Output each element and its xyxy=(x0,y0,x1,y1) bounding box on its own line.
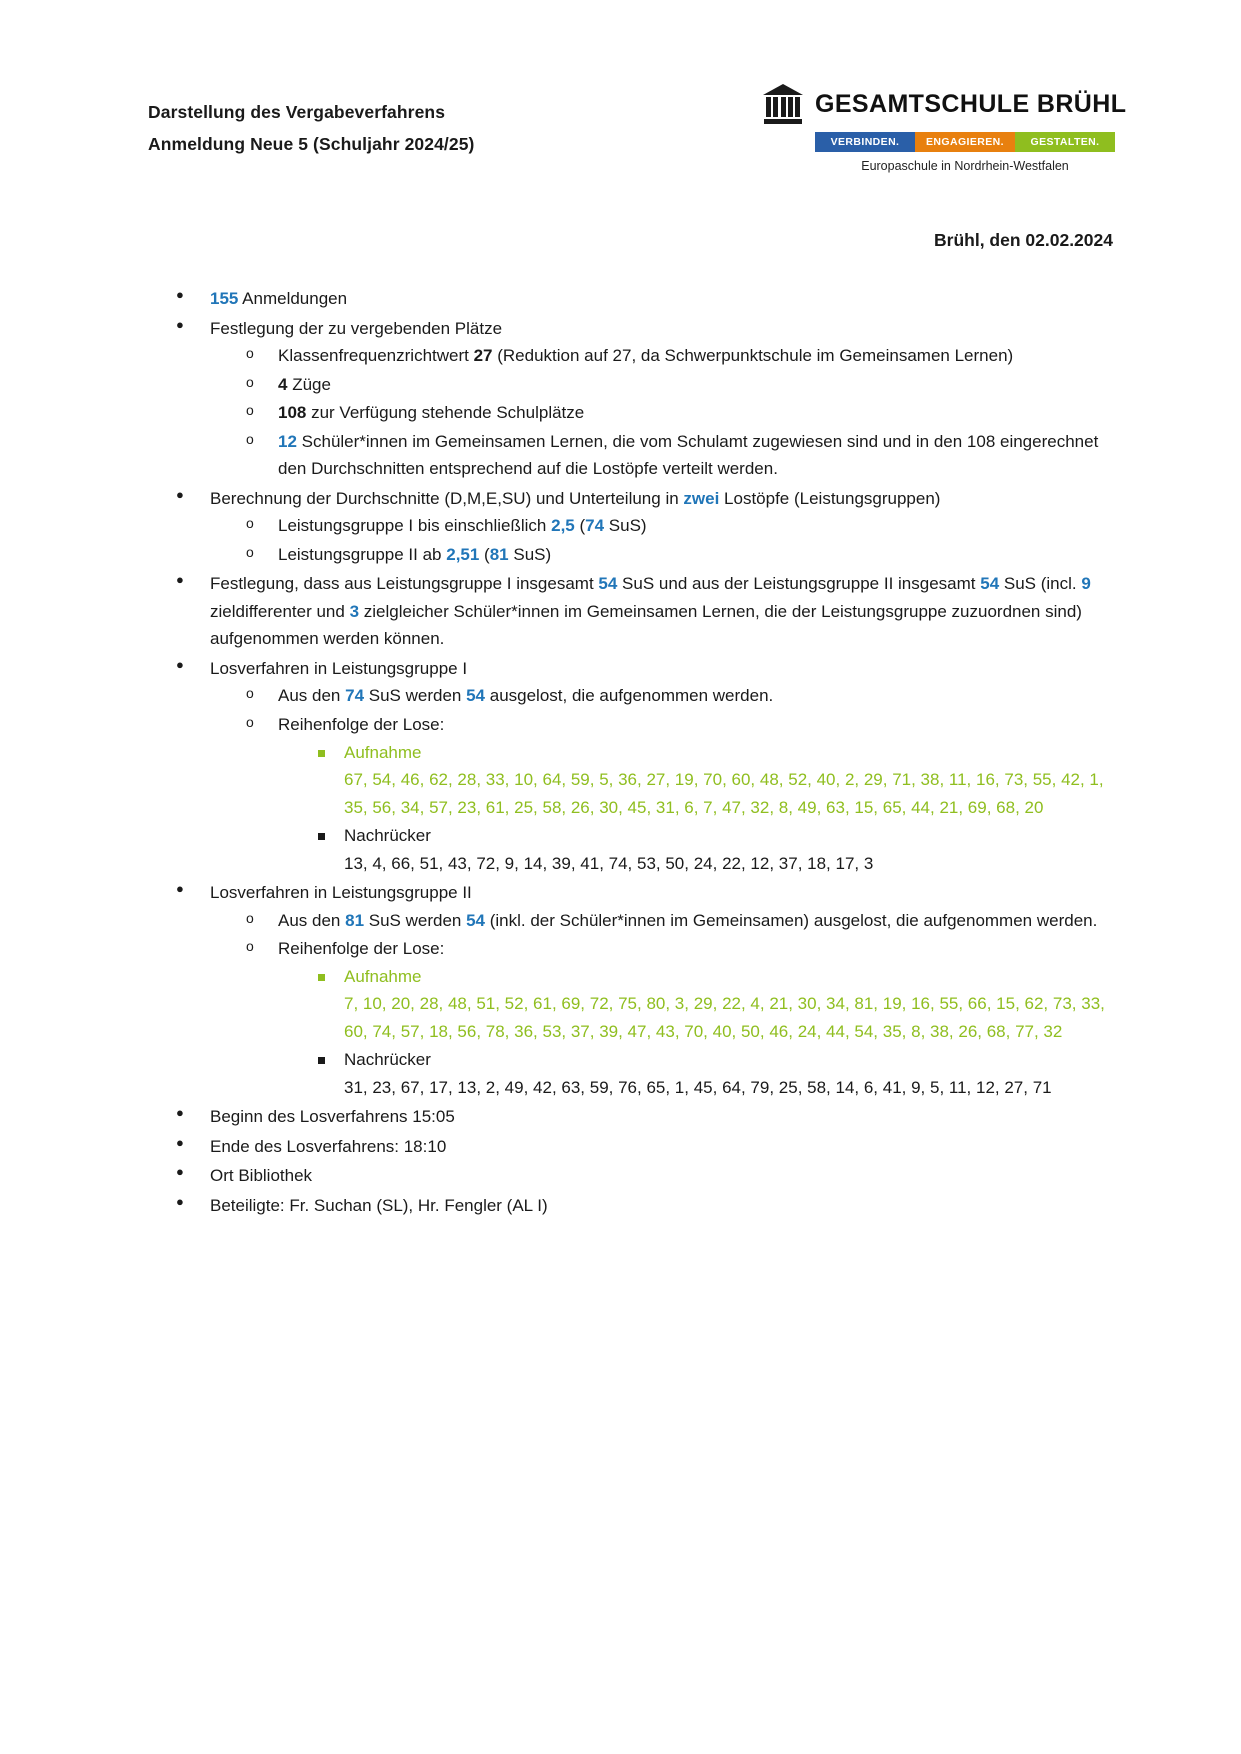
lg2-nachruecker-numbers: 31, 23, 67, 17, 13, 2, 49, 42, 63, 59, 76, 65, 1, 45, 64, 79, 25, 58, 14, 6, 41, 9, 5, 11, 12, 27, 71 xyxy=(344,1077,1052,1097)
lg1-reihenfolge-label: Reihenfolge der Lose: xyxy=(278,714,445,734)
logo-bar-verbinden: VERBINDEN. xyxy=(815,132,915,152)
list-item-lg1-auslosung xyxy=(210,682,1131,710)
losverfahren-lg2-label: Losverfahren in Leistungsgruppe II xyxy=(210,883,472,903)
list-item-losverfahren-lg2 xyxy=(148,879,1131,1101)
logo-bar-engagieren: ENGAGIEREN. xyxy=(915,132,1015,152)
lg1-grenze: 2,5 xyxy=(551,516,575,536)
lg1-mid: ( xyxy=(574,516,586,536)
list-item-losverfahren-lg1 xyxy=(148,655,1131,877)
berechnung-post: Lostöpfe (Leistungsgruppen) xyxy=(719,488,941,508)
list-item-lg1-reihenfolge xyxy=(210,711,1131,877)
aufnahmezahlen-p2: SuS und aus der Leistungsgruppe II insgesamt xyxy=(617,574,981,594)
zuege-value: 4 xyxy=(278,374,288,394)
main-bullet-list xyxy=(148,285,1131,1220)
list-item-klassenfrequenz xyxy=(210,342,1131,370)
title-line-2: Anmeldung Neue 5 (Schuljahr 2024/25) xyxy=(148,134,475,155)
list-item-ende: ● Ende des Losverfahrens: 18:10 xyxy=(148,1133,1131,1161)
list-item-lg2-aufnahme xyxy=(278,963,1131,1046)
losverfahren-lg1-sublist xyxy=(210,682,1131,877)
anmeldungen-label: Anmeldungen xyxy=(238,289,348,308)
place-and-date: Brühl, den 02.02.2024 xyxy=(934,230,1113,250)
lg2-aufnahme-numbers: 7, 10, 20, 28, 48, 51, 52, 61, 69, 72, 75, 80, 3, 29, 22, 4, 21, 30, 34, 81, 19, 16, 55, 66, 15, 62, 73, 33, 60, 74, 57, 18, 56, 78, 36, 53, 37, 39, 47, 43, 70, 40, 50, 46, 24, 44, 54, 35, 8, 38, 26, 68, 77, 32 xyxy=(344,994,1105,1041)
school-logo xyxy=(763,82,1127,173)
lg2-reihenfolge-label: Reihenfolge der Lose: xyxy=(278,939,445,959)
logo-top-row xyxy=(763,82,1127,126)
list-item-festlegung-plaetze xyxy=(148,315,1131,483)
lg2-auslosung-mid: SuS werden xyxy=(364,910,467,930)
lg1-auslosung-mid: SuS werden xyxy=(364,686,467,706)
list-item-lg2-reihenfolge xyxy=(210,935,1131,1101)
lg2-sus-count: 81 xyxy=(489,544,509,564)
list-item-leistungsgruppe-1 xyxy=(210,512,1131,540)
lg1-auslosung-gesamt: 74 xyxy=(345,686,365,706)
aufnahmezahlen-n3: 9 xyxy=(1081,574,1091,594)
aufnahmezahlen-n1: 54 xyxy=(598,574,618,594)
lg2-grenze: 2,51 xyxy=(446,544,480,564)
lg1-aufnahme-label: Aufnahme xyxy=(344,742,422,762)
lg1-lose-list xyxy=(278,739,1131,878)
lg2-lose-list xyxy=(278,963,1131,1102)
lg2-auslosung-pre: Aus den xyxy=(278,910,346,930)
list-item-ort: ● Ort Bibliothek xyxy=(148,1162,1131,1190)
berechnung-anzahl-lostoepfe: zwei xyxy=(683,488,720,508)
losverfahren-lg1-label: Losverfahren in Leistungsgruppe I xyxy=(210,658,468,678)
schulplaetze-value: 108 xyxy=(278,403,307,423)
document-header xyxy=(148,89,1131,206)
lg2-nachruecker-label: Nachrücker xyxy=(344,1050,431,1070)
list-item-beteiligte: ● Beteiligte: Fr. Suchan (SL), Hr. Fengler (AL I) xyxy=(148,1192,1131,1220)
list-item-lg2-nachruecker xyxy=(278,1046,1131,1101)
list-item-lg1-aufnahme xyxy=(278,739,1131,822)
lg1-nachruecker-numbers: 13, 4, 66, 51, 43, 72, 9, 14, 39, 41, 74, 53, 50, 24, 22, 12, 37, 18, 17, 3 xyxy=(344,853,874,873)
temple-building-icon xyxy=(763,82,803,126)
title-line-1: Darstellung des Vergabeverfahrens xyxy=(148,102,446,122)
list-item-berechnung-durchschnitte xyxy=(148,485,1131,569)
document-body xyxy=(148,285,1131,1220)
leistungsgruppen-sublist xyxy=(210,512,1131,568)
lg1-auslosung-post: ausgelost, die aufgenommen werden. xyxy=(485,686,774,706)
losverfahren-lg2-sublist xyxy=(210,907,1131,1102)
lg2-auslosung-gezogen: 54 xyxy=(466,910,486,930)
lg1-aufnahme-numbers: 67, 54, 46, 62, 28, 33, 10, 64, 59, 5, 36, 27, 19, 70, 60, 48, 52, 40, 2, 29, 71, 38, 11, 16, 73, 55, 42, 1, 35, 56, 34, 57, 23, 61, 25, 58, 26, 30, 45, 31, 6, 7, 47, 32, 8, 49, 63, 15, 65, 44, 21, 69, 68, 20 xyxy=(344,770,1104,817)
lg2-aufnahme-label: Aufnahme xyxy=(344,966,422,986)
logo-subtitle: Europaschule in Nordrhein-Westfalen xyxy=(861,159,1069,173)
klassenfrequenz-pre: Klassenfrequenzrichtwert xyxy=(278,346,474,366)
list-item-schulplaetze xyxy=(210,399,1131,427)
lg1-auslosung-pre: Aus den xyxy=(278,686,346,706)
lg2-auslosung-gesamt: 81 xyxy=(345,910,365,930)
list-item-zuege xyxy=(210,371,1131,399)
festlegung-sublist xyxy=(210,342,1131,483)
lg1-sus-count: 74 xyxy=(585,516,605,536)
aufnahmezahlen-p4: zieldifferenter und xyxy=(210,601,350,621)
logo-bar-gestalten: GESTALTEN. xyxy=(1015,132,1115,152)
klassenfrequenz-post: (Reduktion auf 27, da Schwerpunktschule im Gemeinsamen Lernen) xyxy=(492,346,1014,366)
list-item-festlegung-aufnahmezahlen xyxy=(148,570,1131,653)
berechnung-pre: Berechnung der Durchschnitte (D,M,E,SU) und Unterteilung in xyxy=(210,488,684,508)
lg2-pre: Leistungsgruppe II ab xyxy=(278,544,447,564)
lg1-auslosung-gezogen: 54 xyxy=(466,686,486,706)
aufnahmezahlen-p5: zielgleicher Schüler*innen im Gemeinsamen Lernen, die der Leistungsgruppe zuzuordnen sind) aufgenommen werden können. xyxy=(210,601,1082,649)
lg2-auslosung-post: (inkl. der Schüler*innen im Gemeinsamen) ausgelost, die aufgenommen werden. xyxy=(485,910,1098,930)
festlegung-plaetze-label: Festlegung der zu vergebenden Plätze xyxy=(210,318,503,338)
aufnahmezahlen-n2: 54 xyxy=(980,574,1000,594)
aufnahmezahlen-p3: SuS (incl. xyxy=(999,574,1082,594)
gemeinsames-lernen-value: 12 xyxy=(278,431,297,451)
logo-slogan-bars xyxy=(815,132,1115,152)
aufnahmezahlen-p1: Festlegung, dass aus Leistungsgruppe I insgesamt xyxy=(210,574,599,594)
klassenfrequenz-value: 27 xyxy=(473,346,493,366)
logo-wordmark: GESAMTSCHULE BRÜHL xyxy=(815,89,1127,118)
list-item-leistungsgruppe-2 xyxy=(210,541,1131,569)
list-item-lg2-auslosung xyxy=(210,907,1131,935)
zuege-label: Züge xyxy=(287,374,331,394)
lg2-post: SuS) xyxy=(508,544,552,564)
lg1-nachruecker-label: Nachrücker xyxy=(344,826,431,846)
list-item-beginn: ● Beginn des Losverfahrens 15:05 xyxy=(148,1103,1131,1131)
list-item-lg1-nachruecker xyxy=(278,822,1131,877)
schulplaetze-label: zur Verfügung stehende Schulplätze xyxy=(306,403,585,423)
lg1-pre: Leistungsgruppe I bis einschließlich xyxy=(278,516,552,536)
gemeinsames-lernen-label: Schüler*innen im Gemeinsamen Lernen, die vom Schulamt zugewiesen sind und in den 108 eingerechnet den Durchschnitten entsprechend auf die Lostöpfe verteilt werden. xyxy=(278,431,1099,479)
lg1-post: SuS) xyxy=(604,516,647,536)
list-item-anmeldungen xyxy=(148,285,1131,313)
list-item-gemeinsames-lernen xyxy=(210,428,1131,483)
aufnahmezahlen-n4: 3 xyxy=(349,601,360,621)
anmeldungen-count: 155 xyxy=(210,289,239,308)
lg2-mid: ( xyxy=(479,544,490,564)
